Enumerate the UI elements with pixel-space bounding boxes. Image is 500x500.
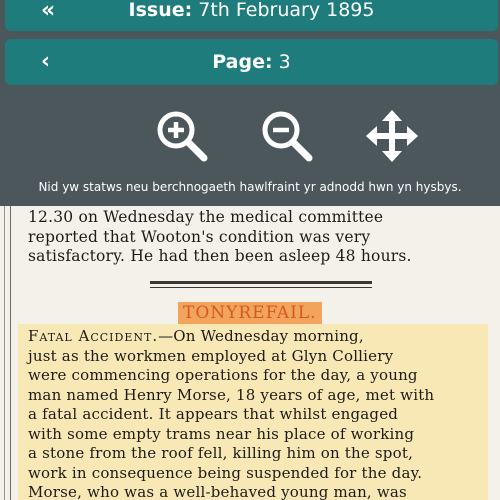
text-line: a fatal accident. It appears that whilst engaged bbox=[28, 405, 399, 423]
move-icon[interactable] bbox=[364, 108, 420, 164]
zoom-out-icon[interactable] bbox=[259, 108, 315, 164]
copyright-notice: Nid yw statws neu berchnogaeth hawlfraint yr adnodd hwn yn hysbys. bbox=[38, 180, 462, 194]
issue-value: 7th February 1895 bbox=[198, 0, 375, 21]
issue-title bbox=[129, 1, 375, 20]
text-line: work in consequence being suspended for the day. bbox=[28, 463, 423, 482]
text-line: were commencing operations for the day, a young bbox=[28, 366, 418, 384]
column-rule bbox=[4, 206, 5, 500]
article-heading: TONYREFAIL. bbox=[178, 302, 322, 324]
newspaper-page-image[interactable] bbox=[0, 206, 500, 500]
text-line: with some empty trams near his place of working bbox=[28, 424, 415, 443]
text-line: a stone from the roof fell, killing him on the spot, bbox=[28, 444, 414, 462]
column-rule bbox=[10, 206, 11, 500]
article-line: —On Wednesday morning, bbox=[158, 327, 364, 345]
issue-navigation-bar[interactable] bbox=[5, 0, 498, 31]
article-text bbox=[28, 327, 496, 500]
previous-article-text bbox=[28, 208, 496, 267]
text-line: man named Henry Morse, 18 years of age, met with bbox=[28, 385, 435, 404]
section-divider bbox=[150, 287, 372, 288]
double-chevron-left-icon[interactable]: « bbox=[41, 0, 56, 23]
text-line: satisfactory. He had then been asleep 48 hours. bbox=[28, 247, 412, 265]
zoom-in-icon[interactable] bbox=[154, 108, 210, 164]
page-title bbox=[212, 50, 291, 73]
text-line: Morse, who was a well-behaved young man, was bbox=[28, 483, 407, 500]
chevron-left-icon[interactable]: ‹ bbox=[41, 49, 51, 74]
page-label: Page: bbox=[212, 50, 273, 73]
page-navigation-bar[interactable] bbox=[5, 39, 498, 85]
text-line: 12.30 on Wednesday the medical committee bbox=[28, 208, 384, 226]
text-line bbox=[28, 327, 496, 347]
page-value: 3 bbox=[278, 50, 291, 73]
text-line: just as the workmen employed at Glyn Colliery bbox=[28, 346, 394, 365]
issue-label: Issue: bbox=[128, 0, 193, 21]
image-toolbar bbox=[0, 108, 500, 164]
article-lead: Fatal Accident. bbox=[28, 327, 159, 345]
text-line: reported that Wooton's condition was very bbox=[28, 227, 371, 246]
section-divider bbox=[150, 281, 372, 284]
